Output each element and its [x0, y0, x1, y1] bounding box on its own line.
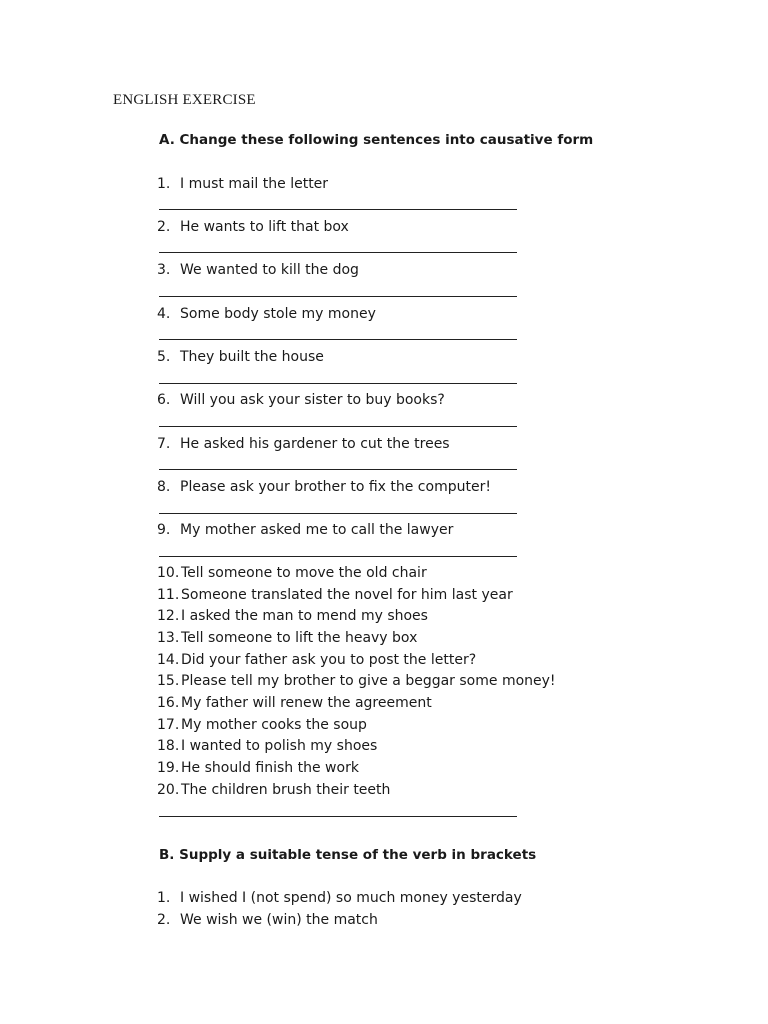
question-a3 — [157, 261, 577, 279]
question-text: Someone translated the novel for him last year — [181, 587, 513, 603]
question-number: 11. — [157, 587, 180, 603]
question-text: He wants to lift that box — [180, 219, 349, 235]
answer-line[interactable] — [159, 383, 517, 384]
section-a-heading: A. Change these following sentences into causative form — [159, 132, 594, 148]
document-title: ENGLISH EXERCISE — [113, 92, 256, 108]
question-a17 — [157, 716, 577, 734]
question-number: 1. — [157, 890, 171, 906]
question-a9 — [157, 521, 577, 539]
question-a14 — [157, 651, 577, 669]
question-number: 2. — [157, 912, 171, 928]
question-text: Please ask your brother to fix the computer! — [180, 479, 491, 495]
answer-line[interactable] — [159, 252, 517, 253]
answer-line[interactable] — [159, 339, 517, 340]
question-number: 3. — [157, 262, 171, 278]
question-a20 — [157, 781, 577, 799]
question-number: 16. — [157, 695, 180, 711]
question-a6 — [157, 391, 577, 409]
question-text: Tell someone to move the old chair — [181, 565, 427, 581]
question-text: Some body stole my money — [180, 306, 376, 322]
answer-line[interactable] — [159, 469, 517, 470]
question-text: Please tell my brother to give a beggar some money! — [181, 673, 556, 689]
question-number: 13. — [157, 630, 180, 646]
question-text: I wished I (not spend) so much money yesterday — [180, 890, 522, 906]
question-number: 19. — [157, 760, 180, 776]
question-a8 — [157, 478, 577, 496]
question-a19 — [157, 759, 577, 777]
question-number: 9. — [157, 522, 171, 538]
question-text: Tell someone to lift the heavy box — [181, 630, 418, 646]
question-text: He asked his gardener to cut the trees — [180, 436, 450, 452]
answer-line[interactable] — [159, 513, 517, 514]
question-a16 — [157, 694, 577, 712]
question-number: 18. — [157, 738, 180, 754]
question-a13 — [157, 629, 577, 647]
question-text: The children brush their teeth — [181, 782, 391, 798]
question-text: He should finish the work — [181, 760, 359, 776]
question-b2 — [157, 911, 577, 929]
question-a11 — [157, 586, 577, 604]
question-number: 7. — [157, 436, 171, 452]
question-text: My mother asked me to call the lawyer — [180, 522, 454, 538]
question-number: 2. — [157, 219, 171, 235]
question-text: My father will renew the agreement — [181, 695, 432, 711]
question-a7 — [157, 435, 577, 453]
question-number: 14. — [157, 652, 180, 668]
question-number: 20. — [157, 782, 180, 798]
answer-line[interactable] — [159, 209, 517, 210]
section-b-heading: B. Supply a suitable tense of the verb in brackets — [159, 847, 537, 863]
question-number: 1. — [157, 176, 171, 192]
question-a5 — [157, 348, 577, 366]
question-b1 — [157, 889, 577, 907]
question-a1 — [157, 175, 577, 193]
question-text: My mother cooks the soup — [181, 717, 367, 733]
answer-line[interactable] — [159, 556, 517, 557]
question-number: 12. — [157, 608, 180, 624]
question-text: We wish we (win) the match — [180, 912, 378, 928]
question-text: They built the house — [180, 349, 324, 365]
question-text: I wanted to polish my shoes — [181, 738, 378, 754]
question-text: I must mail the letter — [180, 176, 329, 192]
question-number: 6. — [157, 392, 171, 408]
question-a18 — [157, 737, 577, 755]
answer-line[interactable] — [159, 816, 517, 817]
question-a10 — [157, 564, 577, 582]
question-number: 17. — [157, 717, 180, 733]
question-a15 — [157, 672, 577, 690]
question-number: 4. — [157, 306, 171, 322]
answer-line[interactable] — [159, 426, 517, 427]
question-text: Did your father ask you to post the letter? — [181, 652, 477, 668]
question-text: I asked the man to mend my shoes — [181, 608, 428, 624]
question-number: 15. — [157, 673, 180, 689]
question-text: We wanted to kill the dog — [180, 262, 359, 278]
question-number: 8. — [157, 479, 171, 495]
answer-line[interactable] — [159, 296, 517, 297]
question-number: 5. — [157, 349, 171, 365]
question-a2 — [157, 218, 577, 236]
question-a4 — [157, 305, 577, 323]
question-a12 — [157, 607, 577, 625]
question-number: 10. — [157, 565, 180, 581]
question-text: Will you ask your sister to buy books? — [180, 392, 445, 408]
